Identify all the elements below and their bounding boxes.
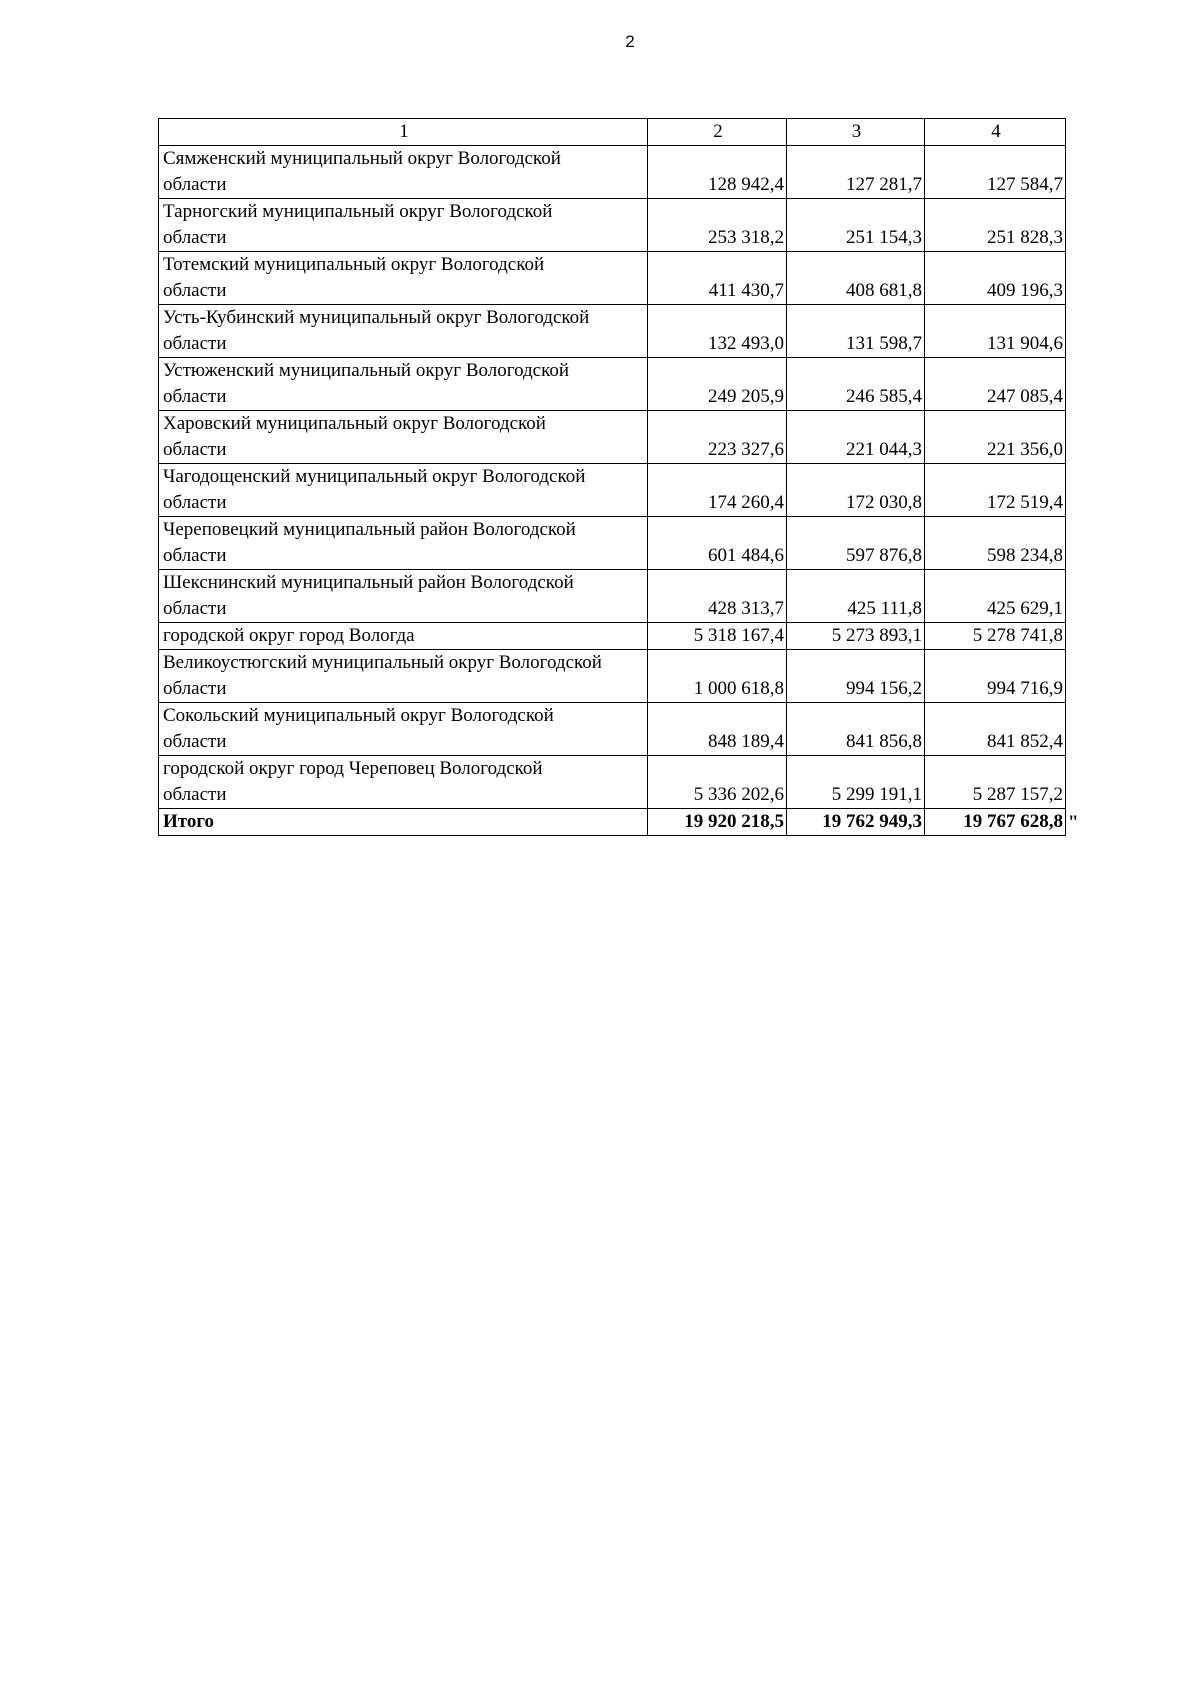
- value-col-4: 409 196,3: [925, 252, 1066, 305]
- municipality-name-line2: области: [163, 439, 227, 460]
- value-col-2: 128 942,4: [648, 146, 787, 199]
- municipality-name-cell: [159, 517, 648, 570]
- header-col-2: 2: [648, 119, 787, 146]
- municipality-name-line2: области: [163, 598, 227, 619]
- municipality-name-line2: области: [163, 678, 227, 699]
- value-col-4: 127 584,7: [925, 146, 1066, 199]
- municipality-name-line1: Великоустюгский муниципальный округ Вологодской: [163, 652, 602, 673]
- municipality-name-line1: Тарногский муниципальный округ Вологодской: [163, 201, 553, 222]
- value-col-2: 249 205,9: [648, 358, 787, 411]
- total-row: [159, 809, 1066, 836]
- table-row: [159, 464, 1066, 517]
- value-col-4: 5 278 741,8: [925, 623, 1066, 650]
- municipality-name-cell: [159, 411, 648, 464]
- municipality-name-cell: [159, 305, 648, 358]
- municipality-name-cell: [159, 146, 648, 199]
- municipality-name-line1: Череповецкий муниципальный район Вологодской: [163, 519, 576, 540]
- table-row: [159, 358, 1066, 411]
- value-col-4: 251 828,3: [925, 199, 1066, 252]
- value-col-4: 994 716,9: [925, 650, 1066, 703]
- value-col-3: 425 111,8: [787, 570, 925, 623]
- value-col-2: 174 260,4: [648, 464, 787, 517]
- header-col-3: 3: [787, 119, 925, 146]
- value-col-2: 411 430,7: [648, 252, 787, 305]
- value-col-2: 428 313,7: [648, 570, 787, 623]
- total-value-col-3: 19 762 949,3: [787, 809, 925, 836]
- municipality-name-line2: области: [163, 784, 227, 805]
- table-row: [159, 199, 1066, 252]
- municipality-name-line1: городской округ город Вологда: [163, 625, 415, 646]
- budget-table: [158, 118, 1066, 836]
- value-col-2: 5 336 202,6: [648, 756, 787, 809]
- municipality-name-line1: городской округ город Череповец Вологодской: [163, 758, 543, 779]
- value-col-3: 5 299 191,1: [787, 756, 925, 809]
- value-col-4: 5 287 157,2: [925, 756, 1066, 809]
- total-label: Итого: [159, 809, 648, 836]
- municipality-name-cell: [159, 252, 648, 305]
- value-col-4: 131 904,6: [925, 305, 1066, 358]
- value-col-3: 841 856,8: [787, 703, 925, 756]
- municipality-name-line2: области: [163, 386, 227, 407]
- value-col-4: 172 519,4: [925, 464, 1066, 517]
- total-value-col-4: 19 767 628,8: [925, 809, 1066, 836]
- value-col-3: 408 681,8: [787, 252, 925, 305]
- municipality-name-line2: области: [163, 731, 227, 752]
- value-col-3: 246 585,4: [787, 358, 925, 411]
- municipality-name-line1: Шекснинский муниципальный район Вологодской: [163, 572, 574, 593]
- municipality-name-line1: Чагодощенский муниципальный округ Вологодской: [163, 466, 586, 487]
- value-col-4: 425 629,1: [925, 570, 1066, 623]
- value-col-3: 172 030,8: [787, 464, 925, 517]
- value-col-4: 221 356,0: [925, 411, 1066, 464]
- municipality-name-cell: [159, 623, 648, 650]
- municipality-name-line1: Сокольский муниципальный округ Вологодской: [163, 705, 554, 726]
- municipality-name-line2: области: [163, 492, 227, 513]
- municipality-name-cell: [159, 570, 648, 623]
- table-row: [159, 756, 1066, 809]
- value-col-3: 597 876,8: [787, 517, 925, 570]
- value-col-2: 223 327,6: [648, 411, 787, 464]
- value-col-4: 247 085,4: [925, 358, 1066, 411]
- municipality-name-line2: области: [163, 227, 227, 248]
- header-col-4: 4: [925, 119, 1066, 146]
- value-col-2: 601 484,6: [648, 517, 787, 570]
- municipality-name-line1: Сямженский муниципальный округ Вологодской: [163, 148, 561, 169]
- table-row: [159, 411, 1066, 464]
- value-col-2: 5 318 167,4: [648, 623, 787, 650]
- value-col-3: 221 044,3: [787, 411, 925, 464]
- municipality-name-cell: [159, 703, 648, 756]
- header-col-1: 1: [159, 119, 648, 146]
- table-row: [159, 570, 1066, 623]
- table-body: [159, 146, 1066, 836]
- municipality-name-line2: области: [163, 280, 227, 301]
- municipality-name-line1: Харовский муниципальный округ Вологодской: [163, 413, 546, 434]
- municipality-name-cell: [159, 756, 648, 809]
- value-col-2: 132 493,0: [648, 305, 787, 358]
- value-col-3: 251 154,3: [787, 199, 925, 252]
- value-col-3: 5 273 893,1: [787, 623, 925, 650]
- table-row: [159, 305, 1066, 358]
- municipality-name-line1: Тотемский муниципальный округ Вологодской: [163, 254, 545, 275]
- municipality-name-line2: области: [163, 174, 227, 195]
- municipality-name-line1: Устюженский муниципальный округ Вологодской: [163, 360, 570, 381]
- closing-quote: ": [1068, 812, 1079, 833]
- municipality-name-cell: [159, 199, 648, 252]
- value-col-2: 848 189,4: [648, 703, 787, 756]
- table-row: [159, 517, 1066, 570]
- municipality-name-cell: [159, 464, 648, 517]
- table-row: [159, 252, 1066, 305]
- table-row: [159, 650, 1066, 703]
- table-row: [159, 703, 1066, 756]
- value-col-2: 253 318,2: [648, 199, 787, 252]
- value-col-4: 598 234,8: [925, 517, 1066, 570]
- value-col-4: 841 852,4: [925, 703, 1066, 756]
- municipality-name-cell: [159, 650, 648, 703]
- table-row: [159, 623, 1066, 650]
- value-col-3: 131 598,7: [787, 305, 925, 358]
- value-col-2: 1 000 618,8: [648, 650, 787, 703]
- municipality-name-line2: области: [163, 545, 227, 566]
- municipality-name-cell: [159, 358, 648, 411]
- total-value-col-2: 19 920 218,5: [648, 809, 787, 836]
- value-col-3: 127 281,7: [787, 146, 925, 199]
- table-header-row: [159, 119, 1066, 146]
- page-number: 2: [625, 32, 635, 51]
- value-col-3: 994 156,2: [787, 650, 925, 703]
- table-row: [159, 146, 1066, 199]
- municipality-name-line1: Усть-Кубинский муниципальный округ Вологодской: [163, 307, 590, 328]
- municipality-name-line2: области: [163, 333, 227, 354]
